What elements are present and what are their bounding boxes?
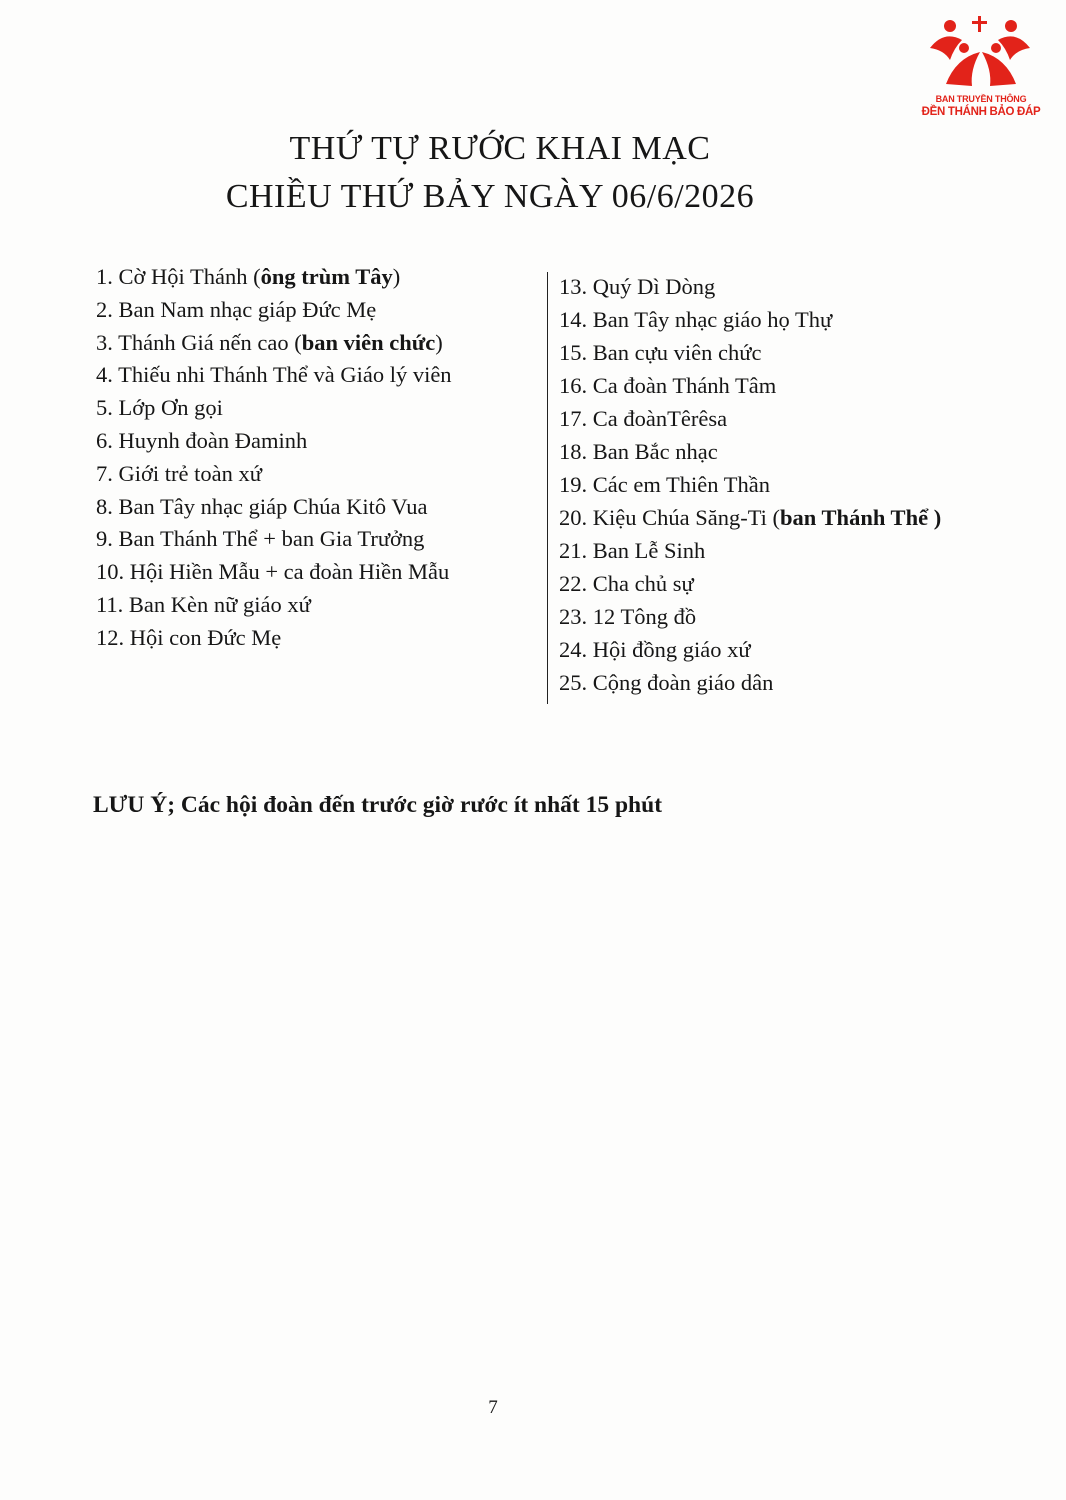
list-item-text: Huynh đoàn Đaminh (118, 428, 308, 453)
list-item-text: 12 Tông đồ (592, 604, 697, 629)
list-item-text: Thánh Giá nến cao ( (118, 329, 302, 355)
list-item-number: 1. (96, 264, 113, 289)
list-item-text: Cờ Hội Thánh ( (118, 264, 261, 289)
list-item (559, 307, 832, 333)
list-item-bold: ông trùm Tây (260, 264, 393, 289)
list-item-text: Kiệu Chúa Săng-Ti ( (592, 505, 781, 530)
list-item-text: Ban Tây nhạc giáp Chúa Kitô Vua (118, 493, 428, 519)
list-item (96, 330, 443, 356)
list-item-number: 4. (96, 362, 113, 388)
list-item (559, 505, 941, 531)
list-item-text: Ban cựu viên chức (592, 340, 762, 365)
list-item (559, 340, 761, 366)
list-item (96, 297, 376, 323)
list-item-number: 13. (559, 274, 588, 299)
list-item (559, 439, 718, 465)
list-item-text: Cộng đoàn giáo dân (592, 670, 774, 695)
list-item (96, 428, 307, 454)
list-item (559, 538, 705, 564)
list-item-number: 17. (559, 406, 588, 431)
logo (912, 14, 1050, 118)
list-item (96, 526, 424, 552)
column-divider (547, 272, 548, 704)
list-item (96, 461, 262, 487)
list-item-number: 22. (559, 571, 588, 596)
list-item-number: 12. (96, 624, 125, 650)
list-item (96, 592, 311, 618)
page-subtitle: CHIỀU THỨ BẢY NGÀY 06/6/2026 (225, 178, 755, 215)
list-item (96, 494, 428, 520)
list-item-number: 9. (96, 526, 113, 552)
list-item-bold: ban Thánh Thể ) (780, 505, 942, 530)
list-item-text: Các em Thiên Thần (592, 472, 770, 497)
list-item-text: Ban Lễ Sinh (592, 538, 706, 563)
list-item-text: Ban Kèn nữ giáo xứ (128, 592, 311, 617)
list-item (96, 625, 281, 651)
list-item-suffix: ) (435, 329, 443, 355)
list-item-number: 5. (96, 395, 113, 421)
list-item (559, 274, 715, 300)
list-item-number: 20. (559, 505, 588, 530)
list-item (559, 670, 773, 696)
list-item-number: 11. (96, 592, 124, 617)
list-item-number: 23. (559, 604, 588, 629)
list-item-number: 19. (559, 472, 588, 497)
note: LƯU Ý; Các hội đoàn đến trước giờ rước ít nhất 15 phút (93, 792, 663, 818)
list-item (559, 472, 770, 498)
list-item (96, 264, 400, 290)
list-item-text: Giới trẻ toàn xứ (118, 460, 262, 486)
list-item-text: Thiếu nhi Thánh Thể và Giáo lý viên (118, 362, 452, 388)
logo-line-1: BAN TRUYỀN THÔNG (935, 94, 1027, 104)
logo-emblem-icon (926, 14, 1036, 94)
list-item (96, 362, 452, 388)
list-item-number: 10. (96, 559, 125, 585)
page-number: 7 (488, 1397, 498, 1418)
list-item-number: 7. (96, 460, 113, 486)
list-item (559, 604, 696, 630)
list-item-text: Ban Nam nhạc giáp Đức Mẹ (118, 296, 377, 322)
list-item-number: 16. (559, 373, 588, 398)
page-title: THỨ TỰ RƯỚC KHAI MẠC (289, 130, 711, 167)
list-item-text: Cha chủ sự (592, 571, 694, 596)
list-item (96, 395, 223, 421)
list-item (559, 406, 727, 432)
list-item-number: 24. (559, 637, 588, 662)
list-item-number: 3. (96, 329, 113, 355)
list-item (96, 559, 449, 585)
list-item-text: Hội Hiền Mẫu + ca đoàn Hiền Mẫu (129, 559, 450, 585)
list-item-text: Ca đoàn Thánh Tâm (592, 373, 777, 398)
list-item (559, 373, 776, 399)
list-item-text: Hội con Đức Mẹ (129, 624, 282, 650)
list-item-number: 15. (559, 340, 588, 365)
list-item-number: 6. (96, 428, 113, 453)
list-item-number: 2. (96, 296, 113, 322)
list-item-number: 21. (559, 538, 588, 563)
list-item-text: Quý Dì Dòng (592, 274, 716, 299)
list-item (559, 571, 694, 597)
list-item-suffix: ) (392, 264, 401, 289)
list-item-number: 14. (559, 307, 588, 332)
list-item-number: 25. (559, 670, 588, 695)
list-item-text: Ca đoànTêrêsa (592, 406, 728, 431)
list-item-text: Hội đồng giáo xứ (592, 637, 751, 662)
logo-line-2: ĐỀN THÁNH BẢO ĐÁP (921, 106, 1041, 118)
list-item-bold: ban viên chức (301, 329, 436, 355)
list-item-text: Lớp Ơn gọi (118, 395, 223, 421)
list-item-text: Ban Bắc nhạc (592, 439, 718, 464)
list-item-number: 8. (96, 493, 113, 519)
list-item-text: Ban Tây nhạc giáo họ Thự (592, 307, 833, 332)
list-item (559, 637, 751, 663)
list-item-text: Ban Thánh Thể + ban Gia Trưởng (118, 526, 425, 552)
list-item-number: 18. (559, 439, 588, 464)
